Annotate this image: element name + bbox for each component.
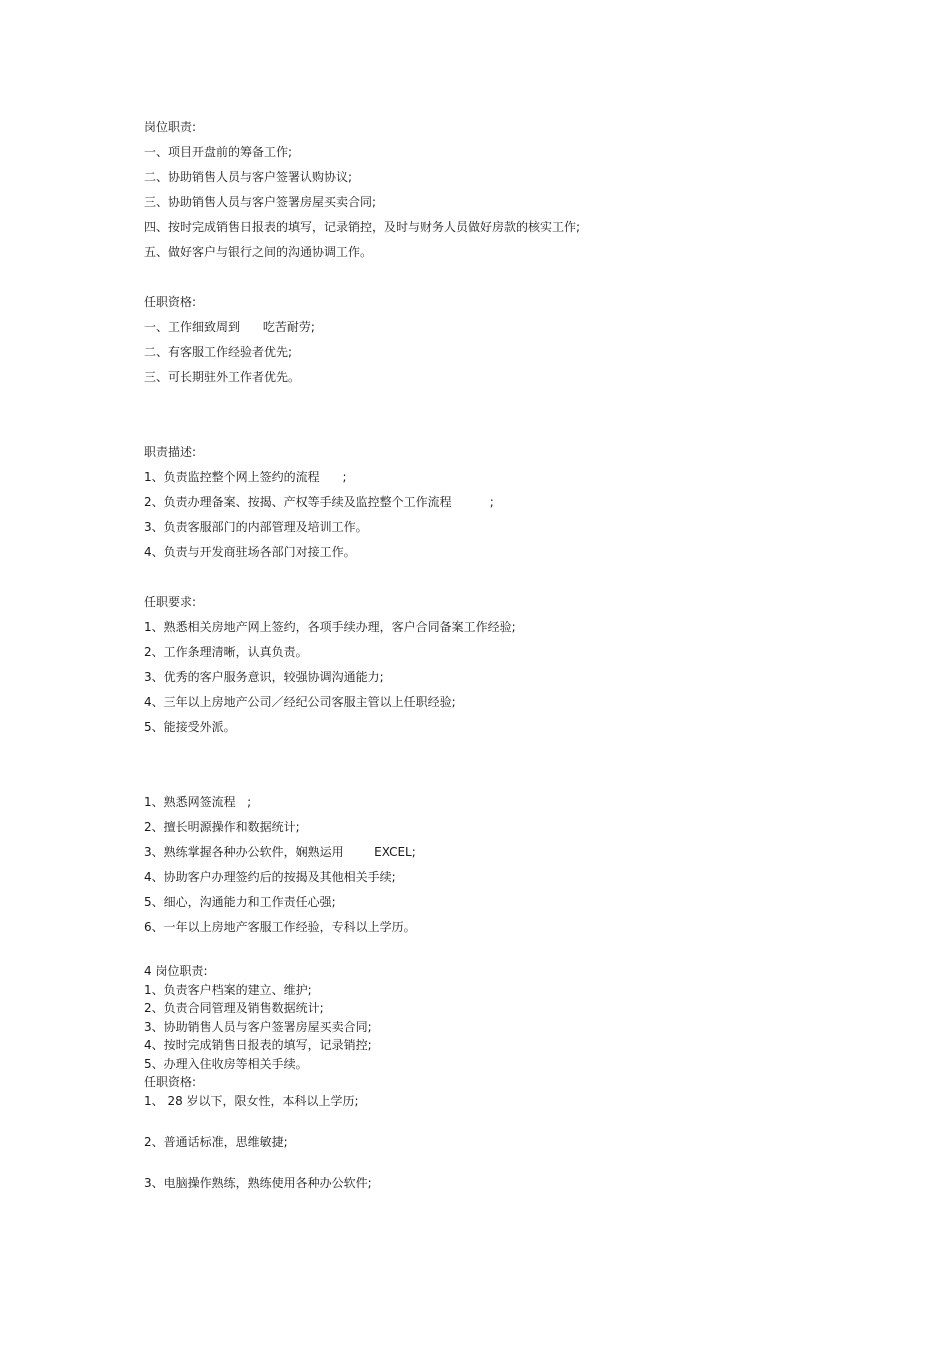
list-item: 5、细心，沟通能力和工作责任心强; [144,895,336,909]
list-item: 1、熟悉相关房地产网上签约，各项手续办理，客户合同备案工作经验; [144,620,516,634]
list-item: 1、 28 岁以下，限女性，本科以上学历; [144,1094,359,1108]
section-heading: 职责描述: [144,445,197,459]
list-item: 一、项目开盘前的筹备工作; [144,145,293,159]
list-item: 4、按时完成销售日报表的填写，记录销控; [144,1038,372,1052]
list-item: 三、可长期驻外工作者优先。 [144,370,301,384]
list-item: 3、电脑操作熟练，熟练使用各种办公软件; [144,1176,372,1190]
list-item: 3、负责客服部门的内部管理及培训工作。 [144,520,368,534]
list-item: 2、擅长明源操作和数据统计; [144,820,300,834]
list-item: 5、办理入住收房等相关手续。 [144,1057,308,1071]
list-item: 四、按时完成销售日报表的填写，记录销控，及时与财务人员做好房款的核实工作; [144,220,581,234]
list-item: 二、有客服工作经验者优先; [144,345,293,359]
list-item: 6、一年以上房地产客服工作经验，专科以上学历。 [144,920,416,934]
list-item: 4、三年以上房地产公司／经纪公司客服主管以上任职经验; [144,695,456,709]
section-heading: 任职资格: [144,1075,197,1089]
list-item: 2、工作条理清晰，认真负责。 [144,645,308,659]
list-item: 二、协助销售人员与客户签署认购协议; [144,170,353,184]
list-item: 2、普通话标准，思维敏捷; [144,1135,288,1149]
section-heading: 任职资格: [144,295,197,309]
list-item: 五、做好客户与银行之间的沟通协调工作。 [144,245,373,259]
list-item: 3、优秀的客户服务意识，较强协调沟通能力; [144,670,384,684]
section-heading: 任职要求: [144,595,197,609]
list-item: 5、能接受外派。 [144,720,236,734]
list-item: 4、协助客户办理签约后的按揭及其他相关手续; [144,870,396,884]
list-item: 1、熟悉网签流程 ; [144,795,252,809]
list-item: 2、负责办理备案、按揭、产权等手续及监控整个工作流程 ; [144,495,494,509]
list-item: 一、工作细致周到 吃苦耐劳; [144,320,315,334]
list-item: 4、负责与开发商驻场各部门对接工作。 [144,545,356,559]
list-item: 3、协助销售人员与客户签署房屋买卖合同; [144,1020,372,1034]
section-heading: 岗位职责: [144,120,197,134]
list-item: 1、负责客户档案的建立、维护; [144,983,312,997]
list-item: 2、负责合同管理及销售数据统计; [144,1001,324,1015]
list-item: 3、熟练掌握各种办公软件，娴熟运用 EXCEL; [144,845,416,859]
list-item: 1、负责监控整个网上签约的流程 ; [144,470,347,484]
list-item: 三、协助销售人员与客户签署房屋买卖合同; [144,195,377,209]
section-heading: 4 岗位职责: [144,964,208,978]
